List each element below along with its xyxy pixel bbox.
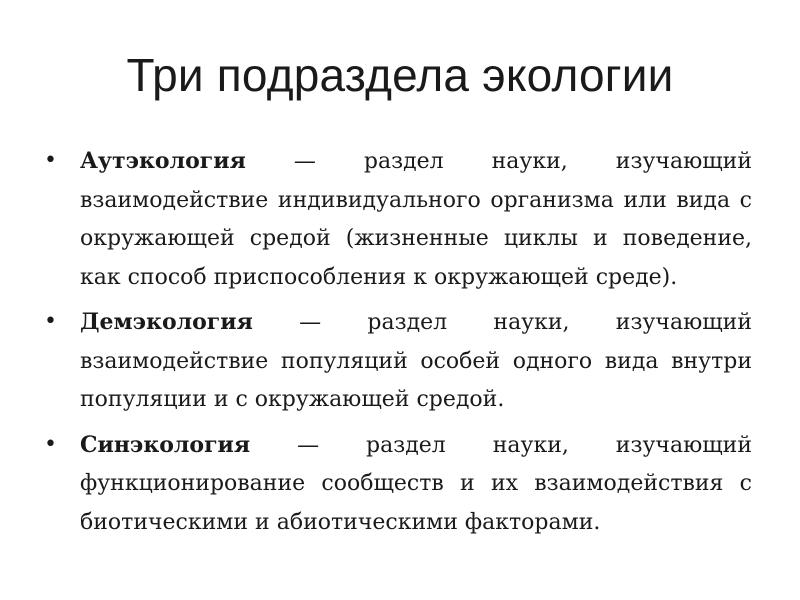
item-text xyxy=(80,142,752,297)
term-demecology: Демэкология xyxy=(80,309,253,335)
slide-title: Три подраздела экологии xyxy=(126,49,674,101)
list-item-demecology xyxy=(40,303,752,420)
bullet-icon: • xyxy=(44,148,57,173)
definition-demecology: — раздел науки, изучающий взаимодействие популяций особей одного вида внутри популяции и с окружающей средой. xyxy=(80,310,752,412)
list-item-synecology xyxy=(40,426,752,543)
term-synecology: Синэкология xyxy=(80,431,251,458)
bullet-icon: • xyxy=(44,431,57,457)
bullet-list xyxy=(40,142,752,548)
item-text xyxy=(80,426,752,543)
term-autecology: Аутэкология xyxy=(80,148,246,174)
bullet-icon: • xyxy=(44,309,57,334)
definition-synecology: — раздел науки, изучающий функционирование сообществ и их взаимодействия с биотическими и абиотическими факторами. xyxy=(80,432,752,535)
item-text xyxy=(80,303,752,420)
definition-autecology: — раздел науки, изучающий взаимодействие индивидуального организма или вида с окружающей средой (жизненные циклы и поведение, как способ приспособления к окружающей среде). xyxy=(80,149,752,290)
list-item-autecology xyxy=(40,142,752,297)
